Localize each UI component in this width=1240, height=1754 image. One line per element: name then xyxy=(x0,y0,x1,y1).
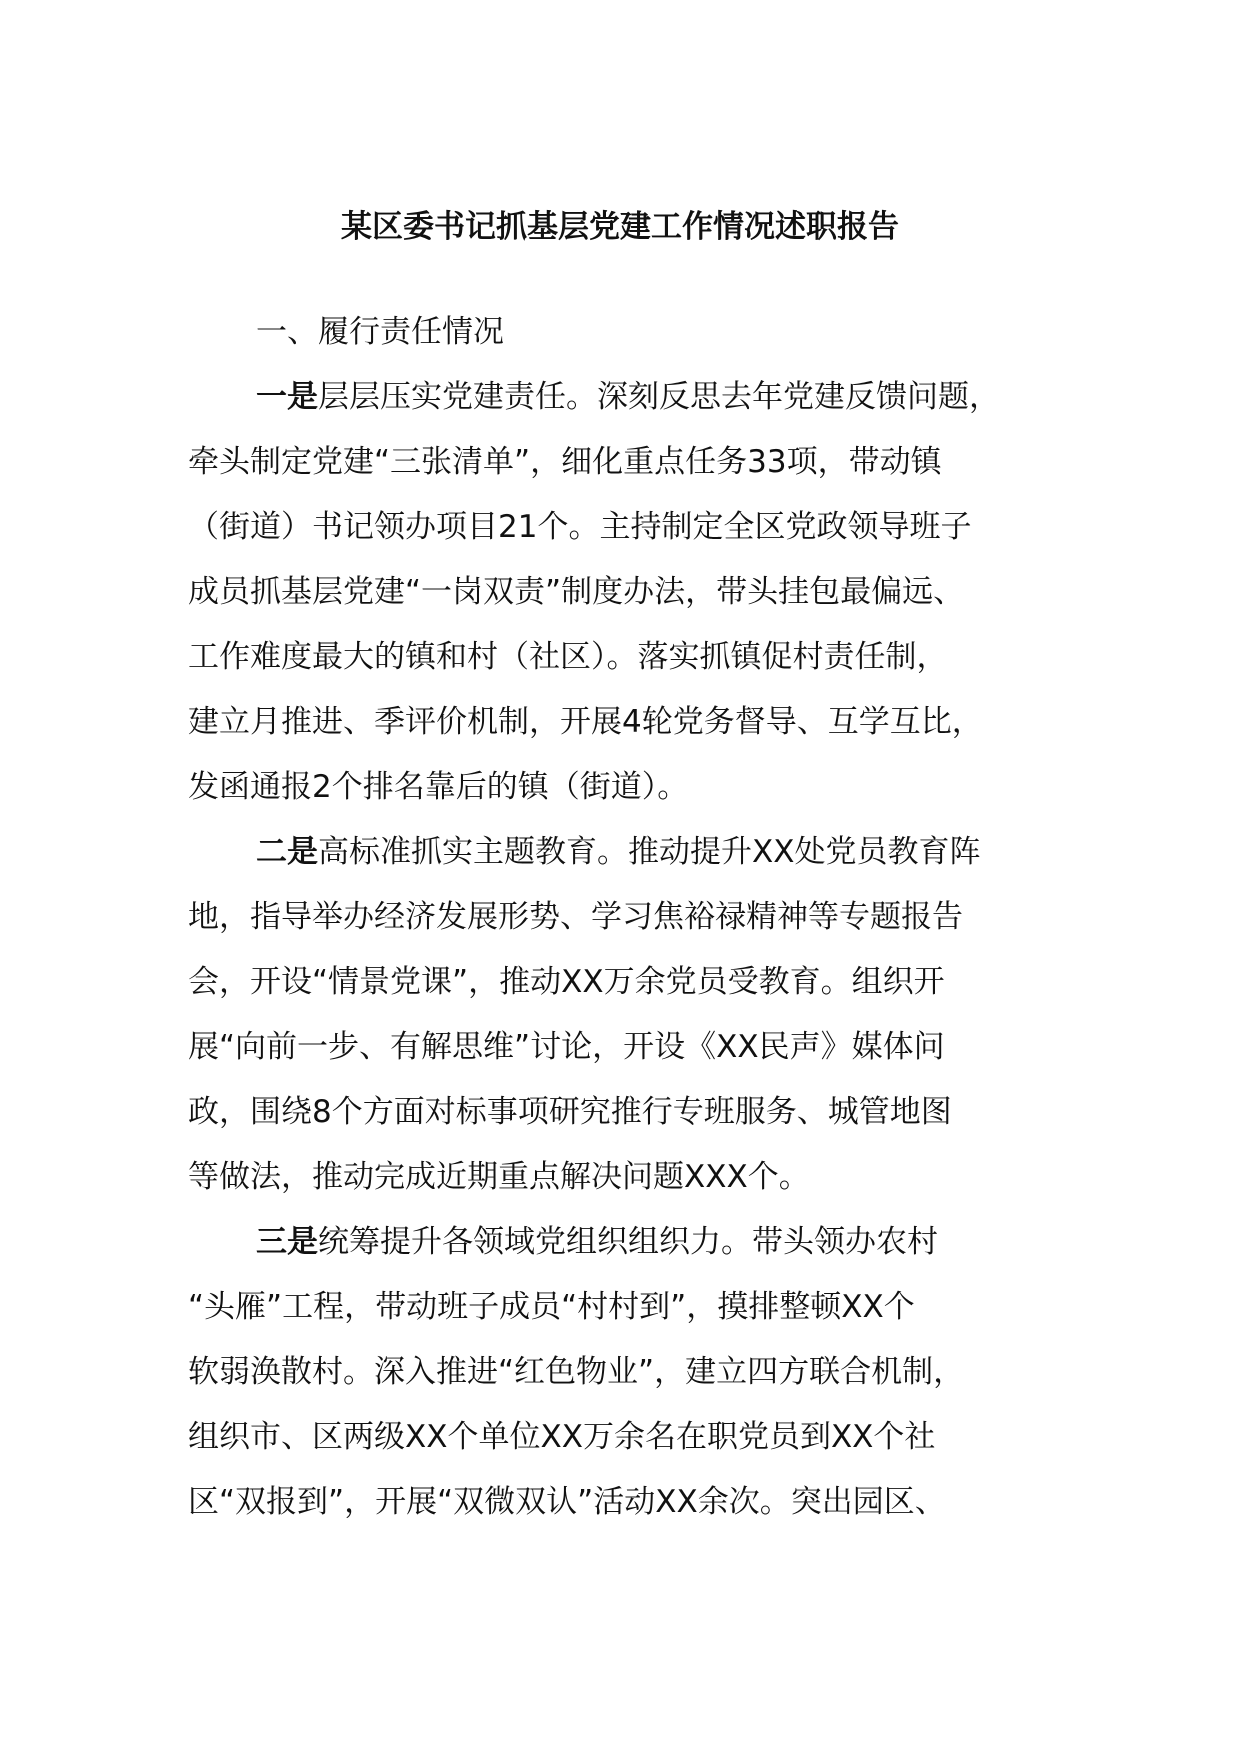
paragraph-1-line: 建立月推进、季评价机制，开展4轮党务督导、互学互比， xyxy=(188,704,983,740)
paragraph-1-first-line xyxy=(188,365,1068,430)
paragraph-1-first-text: 层层压实党建责任。深刻反思去年党建反馈问题， xyxy=(318,379,1000,415)
paragraph-2-line: 等做法，推动完成近期重点解决问题XXX个。 xyxy=(188,1159,810,1195)
paragraph-1-line: （街道）书记领办项目21个。主持制定全区党政领导班子 xyxy=(188,509,972,545)
paragraph-3-line: “头雁”工程，带动班子成员“村村到”，摸排整顿XX个 xyxy=(188,1289,915,1325)
paragraph-2-line: 政，围绕8个方面对标事项研究推行专班服务、城管地图 xyxy=(188,1094,952,1130)
paragraph-2-line: 会，开设“情景党课”，推动XX万余党员受教育。组织开 xyxy=(188,964,945,1000)
document-body xyxy=(188,300,1068,1535)
paragraph-3-lead: 三是 xyxy=(256,1224,318,1260)
paragraph-2-line: 地，指导举办经济发展形势、学习焦裕禄精神等专题报告 xyxy=(188,899,963,935)
paragraph-2-lead: 二是 xyxy=(256,834,318,870)
paragraph-3-line: 软弱涣散村。深入推进“红色物业”，建立四方联合机制， xyxy=(188,1354,965,1390)
paragraph-3-first-text: 统筹提升各领域党组织组织力。带头领办农村 xyxy=(318,1224,938,1260)
paragraph-1-lead: 一是 xyxy=(256,379,318,415)
paragraph-1-line: 牵头制定党建“三张清单”，细化重点任务33项，带动镇 xyxy=(188,444,942,480)
paragraph-3-first-line xyxy=(188,1210,1068,1275)
paragraph-1-line: 发函通报2个排名靠后的镇（街道）。 xyxy=(188,769,689,805)
paragraph-2-first-line xyxy=(188,820,1068,885)
paragraph-3-line: 组织市、区两级XX个单位XX万余名在职党员到XX个社 xyxy=(188,1419,936,1455)
paragraph-1-line: 工作难度最大的镇和村（社区）。落实抓镇促村责任制， xyxy=(188,639,948,675)
paragraph-1-line: 成员抓基层党建“一岗双责”制度办法，带头挂包最偏远、 xyxy=(188,574,965,610)
document-title: 某区委书记抓基层党建工作情况述职报告 xyxy=(341,209,899,245)
paragraph-2-first-text: 高标准抓实主题教育。推动提升XX处党员教育阵 xyxy=(318,834,981,870)
paragraph-3-line: 区“双报到”，开展“双微双认”活动XX余次。突出园区、 xyxy=(188,1484,946,1520)
paragraph-2-line: 展“向前一步、有解思维”讨论，开设《XX民声》媒体问 xyxy=(188,1029,945,1065)
section-heading: 一、履行责任情况 xyxy=(256,314,504,350)
